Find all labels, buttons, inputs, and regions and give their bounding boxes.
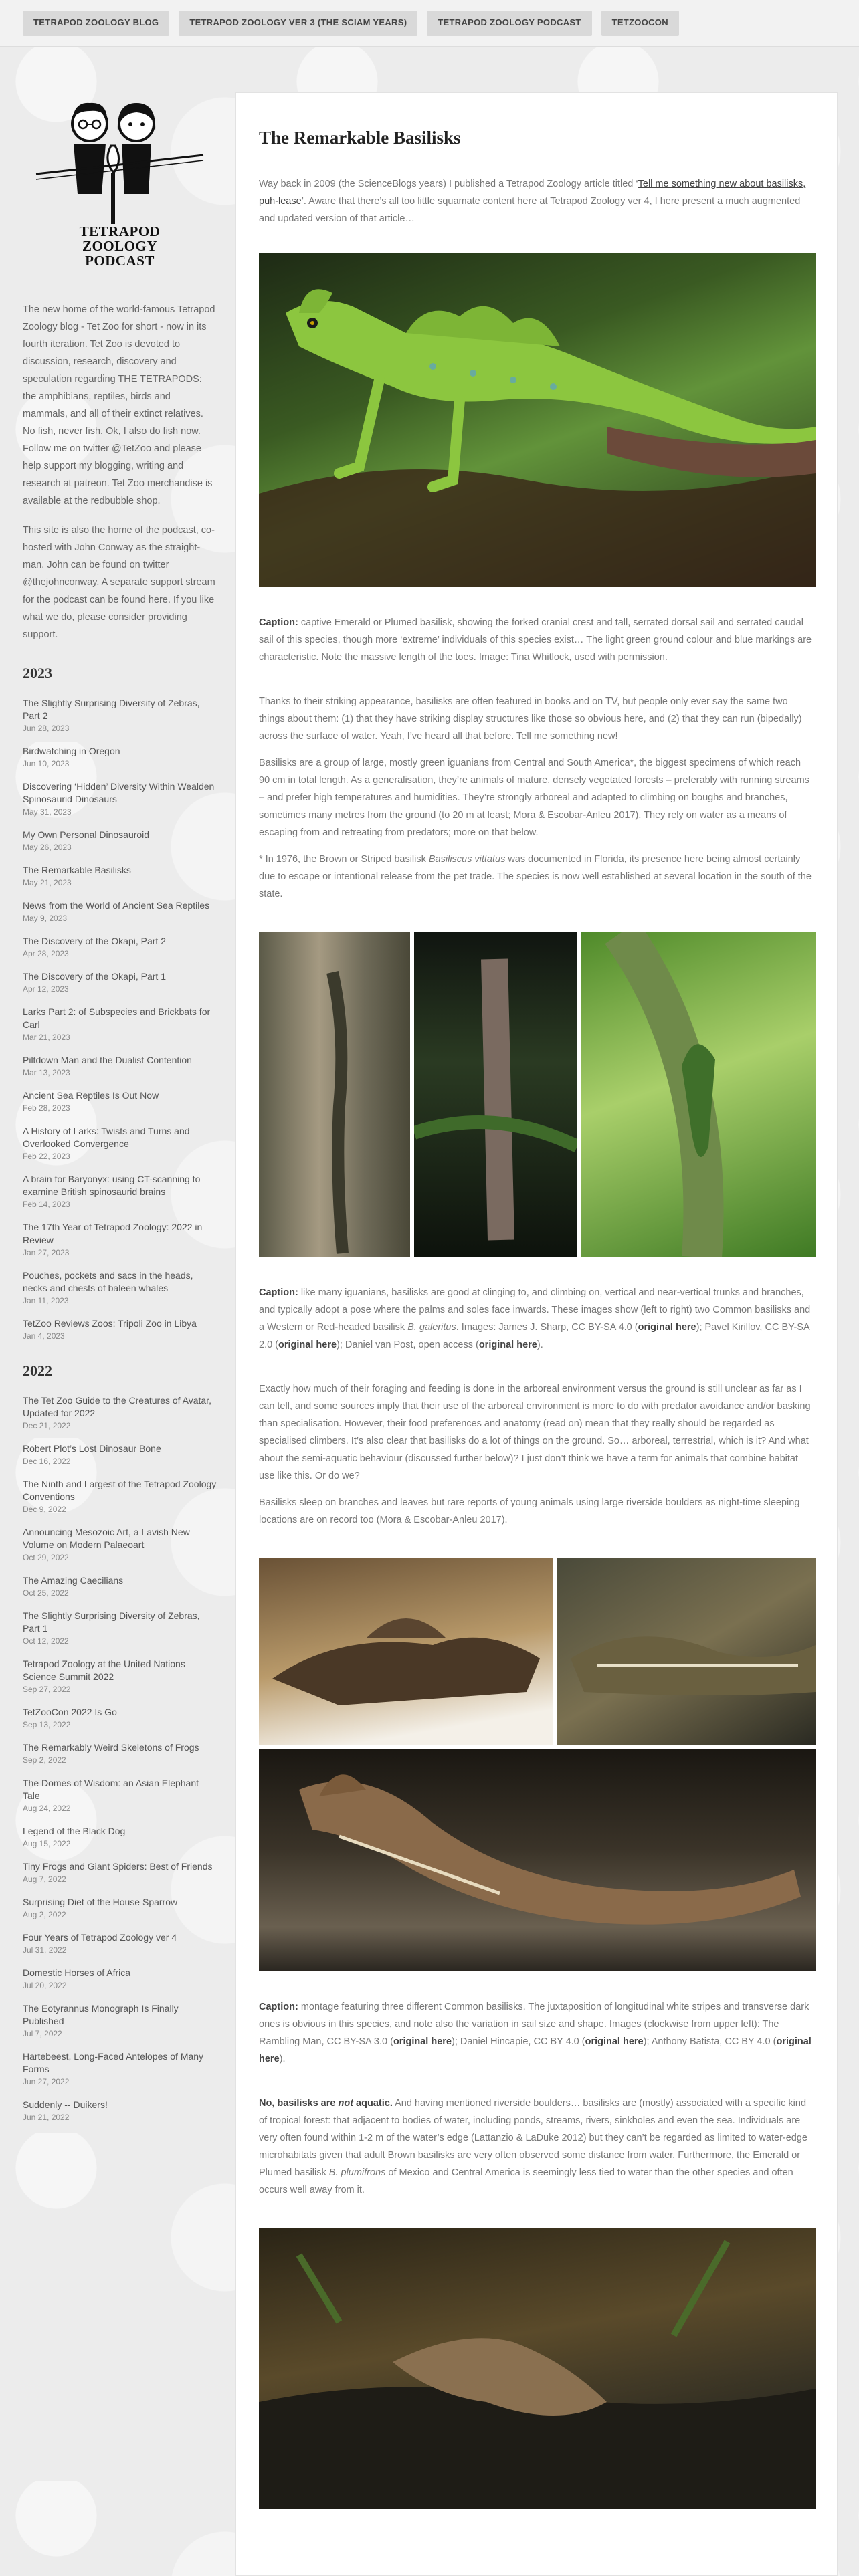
- archive-post-date: Aug 2, 2022: [23, 1910, 66, 1919]
- basilisk-photo: [259, 253, 816, 587]
- archive-post-link[interactable]: [23, 1442, 217, 1466]
- link-montage-original-1[interactable]: original here: [393, 2036, 452, 2047]
- archive-post-title: Birdwatching in Oregon: [23, 746, 120, 756]
- archive-post-title: The Ninth and Largest of the Tetrapod Zoology Conventions: [23, 1479, 217, 1502]
- archive-post-date: Jan 11, 2023: [23, 1296, 69, 1305]
- sidebar: [23, 94, 217, 2134]
- archive-post-title: The 17th Year of Tetrapod Zoology: 2022 in Review: [23, 1222, 203, 1245]
- archive-post-title: News from the World of Ancient Sea Reptiles: [23, 900, 210, 911]
- archive-post-date: Feb 28, 2023: [23, 1103, 70, 1113]
- archive-post-link[interactable]: [23, 1741, 217, 1765]
- archive-post-title: The Discovery of the Okapi, Part 1: [23, 971, 166, 982]
- archive-post-date: Jul 7, 2022: [23, 2029, 62, 2038]
- archive-post-title: Surprising Diet of the House Sparrow: [23, 1897, 178, 1907]
- archive-post-date: Jun 21, 2022: [23, 2113, 70, 2122]
- archive-post-date: Aug 7, 2022: [23, 1874, 66, 1884]
- image-basilisk-water: [259, 2228, 816, 2509]
- paragraph-6: Basilisks sleep on branches and leaves but rare reports of young animals using large riverside boulders as night-time sleeping locations are on record too (Mora & Escobar-Anleu 2017).: [259, 1497, 800, 1525]
- logo-wordmark: TETRAPOD ZOOLOGY PODCAST: [79, 223, 161, 269]
- caption-2: Caption: like many iguanians, basilisks are good at clinging to, and climbing on, vertical and near-vertical trunks and branches, and typically adopt a pose where the palms and soles face inwards. These images show (left to right) two Common basilisks and a Western or Red-headed basilisk B. galeritus. Images: James J. Sharp, CC BY-SA 4.0 (original here); Pavel Kirillov, CC BY-SA 2.0 (original here); Daniel van Post, open access (original here).: [259, 1287, 811, 1350]
- nav-blog[interactable]: TETRAPOD ZOOLOGY BLOG: [23, 11, 169, 36]
- image-common-basilisks-montage: [259, 1558, 816, 1971]
- archive-post-title: Suddenly -- Duikers!: [23, 2099, 108, 2110]
- paragraph-7: No, basilisks are not aquatic. And having mentioned riverside boulders… basilisks are (mostly) associated with a specific kind of tropical forest: that adjacent to bodies of water, including ponds, streams, rivers, sinkholes and even the sea. Individuals are very often found within 1-2 m of the water’s edge (Lattanzio & LaDuke 2012) but they can’t be regarded as limited to water-edge microhabitats given that adult Brown basilisks are very often observed some distance from water. Furthermore, the Emerald or Plumed basilisk B. plumifrons of Mexico and Central America is seemingly less tied to water than the other species and often occurs well away from it.: [259, 2098, 808, 2195]
- link-old-article[interactable]: Tell me something new about basilisks, puh-lease: [259, 179, 806, 207]
- archive-post-link[interactable]: [23, 1825, 217, 1848]
- archive-post-date: May 21, 2023: [23, 878, 72, 887]
- archive-post-date: Apr 12, 2023: [23, 984, 69, 994]
- archive-year-2022: 2022: [23, 1362, 52, 1379]
- paragraph-3: Basilisks are a group of large, mostly green iguanians from Central and South America*, the biggest specimens of which reach 90 cm in total length. As a generalisation, they’re animals of mature, densely vegetated forests – preferably with running streams – and prefer high temperatures and humidities. They’re strongly arboreal and adapted to climbing on boughs and branches, sometimes many metres from the ground (to 20 m at least; Mora & Escobar-Anleu 2017). They rely on water as a means of escaping from and retreating from predators; more on that below.: [259, 758, 809, 838]
- archive-post-date: Sep 13, 2022: [23, 1720, 71, 1729]
- archive-post-link[interactable]: [23, 1574, 217, 1598]
- archive-post-date: Jun 27, 2022: [23, 2077, 70, 2086]
- podcast-intro: This site is also the home of the podcast, co-hosted with John Conway as the straight-man. John can be found on twitter @thejohnconway. A separate support stream for the podcast can be found here. If you like what we do, please consider providing support.: [23, 525, 215, 640]
- archive-post-date: Aug 15, 2022: [23, 1839, 71, 1848]
- image-emerald-basilisk: [259, 253, 816, 587]
- archive-post-link[interactable]: [23, 2050, 217, 2086]
- link-montage-original-3[interactable]: original here: [259, 2036, 812, 2064]
- caption-3: Caption: montage featuring three different Common basilisks. The juxtaposition of longitudinal white stripes and transverse dark ones is obvious in this species, and note also the variation in sail size and shape. Images (clockwise from upper left): The Rambling Man, CC BY-SA 3.0 (original here); Daniel Hincapie, CC BY 4.0 (original here); Anthony Batista, CC BY 4.0 (original here).: [259, 2002, 812, 2064]
- image-climbing-basilisks: [259, 932, 816, 1257]
- article-title: The Remarkable Basilisks: [259, 128, 461, 148]
- archive-post-title: Domestic Horses of Africa: [23, 1967, 131, 1978]
- archive-post-date: Jan 4, 2023: [23, 1331, 65, 1341]
- archive-post-title: Ancient Sea Reptiles Is Out Now: [23, 1090, 159, 1101]
- archive-post-link[interactable]: [23, 1610, 217, 1646]
- archive-post-link[interactable]: [23, 1658, 217, 1694]
- archive-post-date: Dec 21, 2022: [23, 1421, 71, 1430]
- archive-post-link[interactable]: [23, 1173, 217, 1209]
- archive-post-date: Oct 25, 2022: [23, 1588, 69, 1598]
- archive-post-title: The Discovery of the Okapi, Part 2: [23, 936, 166, 946]
- archive-post-title: The Eotyrannus Monograph Is Finally Published: [23, 2003, 179, 2026]
- archive-post-title: The Remarkably Weird Skeletons of Frogs: [23, 1742, 199, 1753]
- archive-post-title: The Slightly Surprising Diversity of Zebras, Part 1: [23, 1610, 200, 1634]
- caption-1: Caption: captive Emerald or Plumed basilisk, showing the forked cranial crest and tall, serrated dorsal sail and serrated caudal sail of this species, though more ‘extreme’ individuals of this species exist… The light green ground colour and blue markings are characteristic. Note the massive length of the toes. Image: Tina Whitlock, used with permission.: [259, 617, 812, 663]
- archive-post-date: Feb 14, 2023: [23, 1200, 70, 1209]
- archive-post-link[interactable]: [23, 864, 217, 887]
- photo-montage-upper-right: [557, 1558, 816, 1745]
- article-main: [235, 92, 838, 2576]
- paragraph-intro: Way back in 2009 (the ScienceBlogs years) I published a Tetrapod Zoology article titled ‘Tell me something new about basilisks, puh-lease’. Aware that there’s all too little squamate content here at Tetrapod Zoology ver 4, I here present a much augmented and updated version of that article…: [259, 179, 806, 224]
- archive-post-link[interactable]: [23, 1478, 217, 1514]
- photo-red-headed-basilisk: [581, 932, 816, 1257]
- archive-post-title: A brain for Baryonyx: using CT-scanning to examine British spinosaurid brains: [23, 1174, 201, 1197]
- photo-montage-bottom: [259, 1749, 816, 1971]
- logo-illustration-icon: [23, 94, 217, 224]
- photo-common-basilisk-1: [259, 932, 410, 1257]
- archive-post-title: Hartebeest, Long-Faced Antelopes of Many Forms: [23, 2051, 204, 2074]
- archive-post-date: Jun 28, 2023: [23, 724, 70, 733]
- archive-post-title: Legend of the Black Dog: [23, 1826, 126, 1836]
- water-basilisk-photo: [259, 2228, 816, 2509]
- archive-post-link[interactable]: [23, 1931, 217, 1955]
- archive-post-title: Larks Part 2: of Subspecies and Brickbats for Carl: [23, 1006, 211, 1030]
- site-intro: The new home of the world-famous Tetrapod Zoology blog - Tet Zoo for short - now in its fourth iteration. Tet Zoo is devoted to discussion, research, discovery and speculation regarding THE TETRAPODS: the amphibians, reptiles, birds and mammals, and all of their extinct relatives. No fish, never fish. Ok, I also do fish now. Follow me on twitter @TetZoo and please help support my blogging, writing and research at patreon. Tet Zoo merchandise is available at the redbubble shop.: [23, 304, 215, 506]
- archive-post-link[interactable]: [23, 697, 217, 733]
- archive-post-date: Mar 13, 2023: [23, 1068, 70, 1077]
- archive-post-link[interactable]: [23, 1967, 217, 1990]
- archive-post-date: Sep 27, 2022: [23, 1685, 71, 1694]
- paragraph-footnote: * In 1976, the Brown or Striped basilisk Basiliscus vittatus was documented in Florida, its presence here being almost certainly due to escape or intentional release from the pet trade. The species is now well established at several location in the south of the state.: [259, 854, 812, 899]
- archive-post-title: TetZoo Reviews Zoos: Tripoli Zoo in Libya: [23, 1318, 197, 1329]
- archive-post-link[interactable]: [23, 1706, 217, 1729]
- archive-post-title: TetZooCon 2022 Is Go: [23, 1707, 117, 1717]
- archive-list-2022: [23, 1394, 217, 2122]
- archive-post-date: Mar 21, 2023: [23, 1033, 70, 1042]
- archive-list-2023: [23, 697, 217, 1341]
- nav-podcast[interactable]: TETRAPOD ZOOLOGY PODCAST: [427, 11, 591, 36]
- nav-tetzoocon[interactable]: TETZOOCON: [601, 11, 679, 36]
- archive-post-title: Tetrapod Zoology at the United Nations Science Summit 2022: [23, 1658, 185, 1682]
- archive-year-2023: 2023: [23, 665, 52, 681]
- archive-post-link[interactable]: [23, 1125, 217, 1161]
- archive-post-date: May 26, 2023: [23, 843, 72, 852]
- archive-post-link[interactable]: [23, 2002, 217, 2038]
- archive-post-link[interactable]: [23, 1526, 217, 1562]
- archive-post-link[interactable]: [23, 1054, 217, 1077]
- archive-post-date: Dec 9, 2022: [23, 1505, 66, 1514]
- archive-post-title: Pouches, pockets and sacs in the heads, necks and chests of baleen whales: [23, 1270, 193, 1293]
- link-original-1[interactable]: original here: [638, 1322, 696, 1333]
- archive-post-title: My Own Personal Dinosauroid: [23, 829, 150, 840]
- archive-post-date: Aug 24, 2022: [23, 1804, 71, 1813]
- archive-post-date: Jul 20, 2022: [23, 1981, 67, 1990]
- link-original-3[interactable]: original here: [478, 1339, 537, 1350]
- nav-sciam-years[interactable]: TETRAPOD ZOOLOGY VER 3 (THE SCIAM YEARS): [179, 11, 417, 36]
- photo-montage-upper-left: [259, 1558, 553, 1745]
- archive-post-title: The Domes of Wisdom: an Asian Elephant Tale: [23, 1778, 199, 1801]
- archive-post-title: Tiny Frogs and Giant Spiders: Best of Friends: [23, 1861, 213, 1872]
- site-logo[interactable]: [23, 94, 217, 274]
- link-montage-original-2[interactable]: original here: [585, 2036, 644, 2047]
- archive-post-link[interactable]: [23, 1269, 217, 1305]
- archive-post-link[interactable]: [23, 1089, 217, 1113]
- paragraph-2: Thanks to their striking appearance, basilisks are often featured in books and on TV, but people only ever say the same two things about them: (1) that they have striking display structures like those so obvious here, and (2) that they can run (bipedally) across the surface of water. Yeah, I’ve heard all that before. Tell me something new!: [259, 696, 802, 742]
- archive-post-link[interactable]: [23, 1317, 217, 1341]
- archive-post-link[interactable]: [23, 970, 217, 994]
- archive-post-title: Piltdown Man and the Dualist Contention: [23, 1055, 192, 1065]
- archive-post-link[interactable]: [23, 829, 217, 852]
- link-original-2[interactable]: original here: [278, 1339, 337, 1350]
- archive-post-date: Oct 12, 2022: [23, 1636, 69, 1646]
- archive-post-date: Dec 16, 2022: [23, 1457, 71, 1466]
- archive-post-title: Four Years of Tetrapod Zoology ver 4: [23, 1932, 177, 1943]
- archive-post-link[interactable]: [23, 1777, 217, 1813]
- archive-post-date: May 9, 2023: [23, 914, 68, 923]
- archive-post-link[interactable]: [23, 1896, 217, 1919]
- archive-post-title: Discovering ‘Hidden’ Diversity Within Wealden Spinosaurid Dinosaurs: [23, 781, 215, 804]
- archive-post-title: The Slightly Surprising Diversity of Zebras, Part 2: [23, 697, 200, 721]
- archive-post-link[interactable]: [23, 1006, 217, 1042]
- archive-post-link[interactable]: [23, 1860, 217, 1884]
- archive-post-title: Announcing Mesozoic Art, a Lavish New Volume on Modern Palaeoart: [23, 1527, 190, 1550]
- archive-post-link[interactable]: [23, 935, 217, 958]
- archive-post-link[interactable]: [23, 899, 217, 923]
- archive-post-date: Jan 27, 2023: [23, 1248, 70, 1257]
- archive-post-link[interactable]: [23, 1394, 217, 1430]
- archive-post-date: Oct 29, 2022: [23, 1553, 69, 1562]
- archive-post-title: The Amazing Caecilians: [23, 1575, 124, 1586]
- archive-post-title: The Remarkable Basilisks: [23, 865, 131, 875]
- archive-post-link[interactable]: [23, 1221, 217, 1257]
- archive-post-link[interactable]: [23, 2099, 217, 2122]
- archive-post-link[interactable]: [23, 780, 217, 817]
- archive-post-date: Jul 31, 2022: [23, 1945, 67, 1955]
- archive-post-title: Robert Plot’s Lost Dinosaur Bone: [23, 1443, 161, 1454]
- photo-common-basilisk-2: [414, 932, 577, 1257]
- archive-post-link[interactable]: [23, 745, 217, 768]
- top-navigation: [0, 0, 859, 47]
- paragraph-5: Exactly how much of their foraging and feeding is done in the arboreal environment versus the ground is still unclear as far as I can tell, and some sources imply that their use of the arboreal environment is more to do with predator avoidance and/or basking than specialisation. However, their food preferences and anatomy (read on) mean that they really should be regarded as specialised climbers. It’s also clear that basilisks do a lot of things on the ground. So… arboreal, terrestrial, which is it? And what about the semi-aquatic behaviour (discussed further below)? I just don’t think we have a term for animals that combine habitat use like this. Or do we?: [259, 1384, 811, 1481]
- archive-post-title: The Tet Zoo Guide to the Creatures of Avatar, Updated for 2022: [23, 1395, 211, 1418]
- archive-post-date: Feb 22, 2023: [23, 1152, 70, 1161]
- archive-post-date: Jun 10, 2023: [23, 759, 70, 768]
- archive-post-title: A History of Larks: Twists and Turns and Overlooked Convergence: [23, 1125, 190, 1149]
- archive-post-date: Sep 2, 2022: [23, 1755, 66, 1765]
- archive-post-date: Apr 28, 2023: [23, 949, 69, 958]
- archive-post-date: May 31, 2023: [23, 807, 72, 817]
